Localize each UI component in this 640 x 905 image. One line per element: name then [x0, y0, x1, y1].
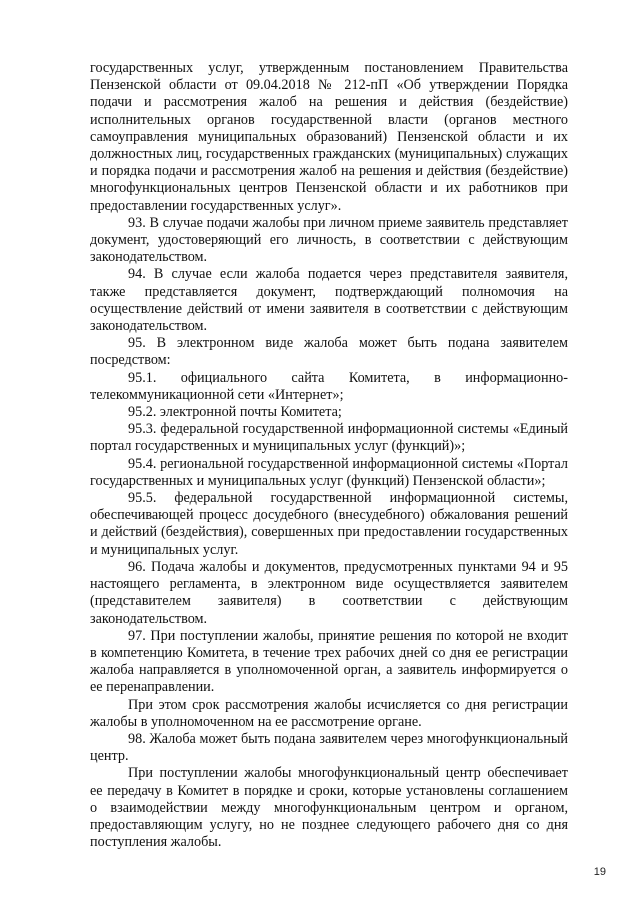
paragraph-98-note: При поступлении жалобы многофункциональный центр обеспечивает ее передачу в Комитет в порядке и сроки, которые установлены соглашением о взаимодействии между многофункциональным центром и органом, предоставляющим услугу, но не позднее следующего рабочего дня со дня поступления жалобы. [90, 765, 568, 851]
paragraph-98: 98. Жалоба может быть подана заявителем через многофункциональный центр. [90, 730, 568, 765]
paragraph-95-3: 95.3. федеральной государственной информационной системы «Единый портал государственных и муниципальных услуг (функций)»; [90, 421, 568, 455]
paragraph-97-note: При этом срок рассмотрения жалобы исчисляется со дня регистрации жалобы в уполномоченном на ее рассмотрение органе. [90, 696, 568, 730]
paragraph-95: 95. В электронном виде жалоба может быть подана заявителем посредством: [90, 335, 568, 369]
paragraph-95-5: 95.5. федеральной государственной информационной системы, обеспечивающей процесс досудебного (внесудебного) обжалования решений и действий (бездействия), совершенных при предоставлении государственных и муниципальных услуг. [90, 490, 568, 558]
paragraph-95-2: 95.2. электронной почты Комитета; [128, 404, 342, 421]
document-body [90, 60, 568, 851]
paragraph-94: 94. В случае если жалоба подается через представителя заявителя, также представляется документ, подтверждающий полномочия на осуществление действий от имени заявителя в соответствии с действующим законодательством. [90, 266, 568, 335]
paragraph-95-1: 95.1. официального сайта Комитета, в информационно-телекоммуникационной сети «Интернет»; [90, 369, 568, 403]
page-number: 19 [593, 866, 606, 878]
paragraph-97: 97. При поступлении жалобы, принятие решения по которой не входит в компетенцию Комитета, в течение трех рабочих дней со дня ее регистрации жалоба направляется в уполномоченной орган, а заявитель информируется о ее перенаправлении. [90, 627, 568, 696]
paragraph-95-4: 95.4. региональной государственной информационной системы «Портал государственных и муниципальных услуг (функций) Пензенской области»; [90, 455, 568, 489]
paragraph-96: 96. Подача жалобы и документов, предусмотренных пунктами 94 и 95 настоящего регламента, в электронном виде осуществляется заявителем (представителем заявителя) в соответствии с действующим законодательством. [90, 558, 568, 627]
paragraph-continuation: государственных услуг, утвержденным постановлением Правительства Пензенской области от 09.04.2018 № 212-пП «Об утверждении Порядка подачи и рассмотрения жалоб на решения и действия (бездействие) исполнительных органов государственной власти (органов местного самоуправления муниципальных образований) Пензенской области и их должностных лиц, государственных гражданских (муниципальных) служащих и порядка подачи и рассмотрения жалоб на решения и действия (бездействие) многофункциональных центров Пензенской области и их работников при предоставлении государственных услуг». [90, 60, 568, 214]
paragraph-93: 93. В случае подачи жалобы при личном приеме заявитель представляет документ, удостоверяющий его личность, в соответствии с действующим законодательством. [90, 214, 568, 266]
